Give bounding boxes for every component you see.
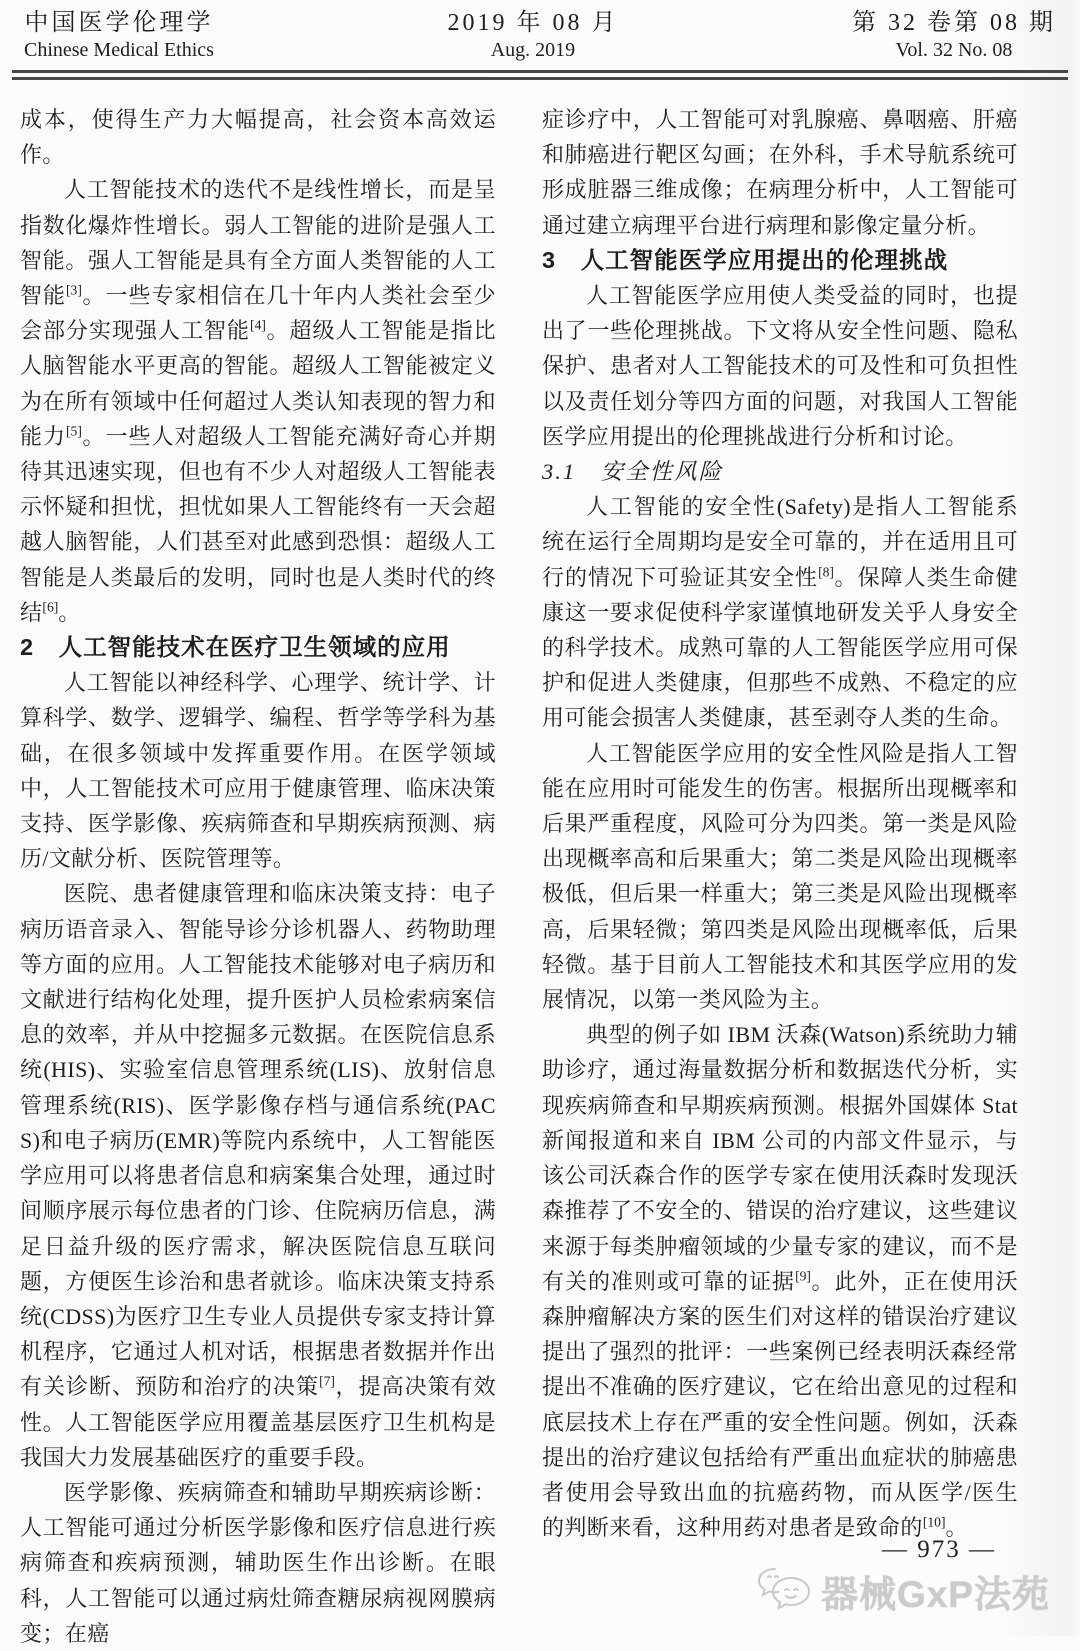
body-paragraph: 人工智能技术的迭代不是线性增长，而是呈指数化爆炸性增长。弱人工智能的进阶是强人工智能。强人工智能是具有全方面人类智能的人工智能[3]。一些专家相信在几十年内人类社会至少会部分实现强人工智能[4]。超级人工智能是指比人脑智能水平更高的智能。超级人工智能被定义为在所有领域中任何超过人类认知表现的智力和能力[5]。一些人对超级人工智能充满好奇心并期待其迅速实现，但也有不少人对超级人工智能表示怀疑和担忧，担忧如果人工智能终有一天会超越人脑智能，人们甚至对此感到恐惧：超级人工智能是人类最后的发明，同时也是人类时代的终结[6]。	[20, 177, 496, 625]
section-heading: 2 人工智能技术在医疗卫生领域的应用	[20, 634, 451, 661]
reference-superscript: [5]	[66, 423, 82, 439]
journal-title-en: Chinese Medical Ethics	[24, 39, 214, 61]
body-paragraph: 医院、患者健康管理和临床决策支持：电子病历语音录入、智能导诊分诊机器人、药物助理等方面的应用。人工智能技术能够对电子病历和文献进行结构化处理，提升医护人员检索病案信息的效率，并从中挖掘多元数据。在医院信息系统(HIS)、实验室信息管理系统(LIS)、放射信息管理系统(RIS)、医学影像存档与通信系统(PACS)和电子病历(EMR)等院内系统中，人工智能医学应用可以将患者信息和病案集合处理，通过时间顺序展示每位患者的门诊、住院病历信息，满足日益升级的医疗需求，解决医院信息互联问题，方便医生诊治和患者就诊。临床决策支持系统(CDSS)为医疗卫生专业人员提供专家支持计算机程序，它通过人机对话，根据患者数据并作出有关诊断、预防和治疗的决策[7]，提高决策有效性。人工智能医学应用覆盖基层医疗卫生机构是我国大力发展基础医疗的重要手段。	[20, 881, 496, 1470]
body-paragraph-continuation: 成本，使得生产力大幅提高，社会资本高效运作。	[20, 107, 496, 168]
article-body	[0, 80, 1080, 1651]
body-paragraph: 人工智能医学应用使人类受益的同时，也提出了一些伦理挑战。下文将从安全性问题、隐私保护、患者对人工智能技术的可及性和可负担性以及责任划分等四方面的问题，对我国人工智能医学应用提出的伦理挑战进行分析和讨论。	[542, 283, 1018, 449]
chat-bubbles-icon	[755, 1566, 813, 1617]
journal-title-cn: 中国医学伦理学	[24, 10, 214, 36]
volume-issue-en: Vol. 32 No. 08	[895, 39, 1013, 61]
body-paragraph: 医学影像、疾病筛查和辅助早期疾病诊断：人工智能可通过分析医学影像和医疗信息进行疾病筛查和疾病预测，辅助医生作出诊断。在眼科，人工智能可以通过病灶筛查糖尿病视网膜病变；在癌	[20, 1479, 496, 1646]
volume-issue-block	[852, 8, 1056, 63]
header-divider	[12, 70, 1068, 80]
page-number: — 973 —	[882, 1536, 996, 1563]
reference-superscript: [6]	[42, 599, 59, 615]
body-paragraph: 典型的例子如 IBM 沃森(Watson)系统助力辅助诊疗，通过海量数据分析和数据迭代分析，实现疾病筛查和早期疾病预测。根据外国媒体 Stat 新闻报道和来自 IBM 公司的内部文件显示，与该公司沃森合作的医学专家在使用沃森时发现沃森推荐了不安全的、错误的治疗建议，这些建议来源于每类肿瘤领域的少量专家的建议，而不是有关的准则或可靠的证据[9]。此外，正在使用沃森肿瘤解决方案的医生们对这样的错误治疗建议提出了强烈的批评：一些案例已经表明沃森经常提出不准确的医疗建议，它在给出意见的过程和底层技术上存在严重的安全性问题。例如，沃森提出的治疗建议包括给有严重出血症状的肺癌患者使用会导致出血的抗癌药物，而从医学/医生的判断来看，这种用药对患者是致命的[10]。	[542, 1022, 1018, 1541]
right-column	[542, 102, 1018, 1651]
reference-superscript: [4]	[250, 317, 266, 333]
subsection-heading: 3.1 安全性风险	[542, 459, 724, 485]
reference-superscript: [3]	[66, 282, 82, 298]
volume-issue-cn: 第 32 卷第 08 期	[851, 10, 1056, 36]
reference-superscript: [10]	[922, 1514, 946, 1530]
issue-date-cn: 2019 年 08 月	[447, 10, 619, 36]
journal-title-block	[24, 8, 214, 63]
section-heading: 3 人工智能医学应用提出的伦理挑战	[542, 246, 949, 273]
reference-superscript: [8]	[818, 564, 834, 580]
issue-date-block	[447, 8, 618, 63]
reference-superscript: [9]	[795, 1268, 811, 1284]
body-paragraph-continuation: 症诊疗中，人工智能可对乳腺癌、鼻咽癌、肝癌和肺癌进行靶区勾画；在外科，手术导航系统可形成脏器三维成像；在病理分析中，人工智能可通过建立病理平台进行病理和影像定量分析。	[542, 107, 1018, 238]
reference-superscript: [7]	[319, 1373, 335, 1389]
body-paragraph: 人工智能医学应用的安全性风险是指人工智能在应用时可能发生的伤害。根据所出现概率和后果严重程度，风险可分为四类。第一类是风险出现概率高和后果重大；第二类是风险出现概率极低，但后果一样重大；第三类是风险出现概率高，后果轻微；第四类是风险出现概率低，后果轻微。基于目前人工智能技术和其医学应用的发展情况，以第一类风险为主。	[542, 740, 1018, 1013]
body-paragraph: 人工智能以神经科学、心理学、统计学、计算科学、数学、逻辑学、编程、哲学等学科为基础，在很多领域中发挥重要作用。在医学领域中，人工智能技术可应用于健康管理、临床决策支持、医学影像、疾病筛查和早期疾病预测、病历/文献分析、医院管理等。	[20, 670, 496, 872]
issue-date-en: Aug. 2019	[490, 39, 576, 61]
watermark-text: 器械GxP法苑	[820, 1574, 1050, 1615]
watermark	[755, 1564, 1050, 1618]
body-paragraph: 人工智能的安全性(Safety)是指人工智能系统在运行全周期均是安全可靠的，并在适用且可行的情况下可验证其安全性[8]。保障人类生命健康这一要求促使科学家谨慎地研发关乎人身安全的科学技术。成熟可靠的人工智能医学应用可保护和促进人类健康，但那些不成熟、不稳定的应用可能会损害人类健康，甚至剥夺人类的生命。	[542, 494, 1018, 731]
left-column	[20, 102, 496, 1651]
running-head	[0, 0, 1080, 63]
